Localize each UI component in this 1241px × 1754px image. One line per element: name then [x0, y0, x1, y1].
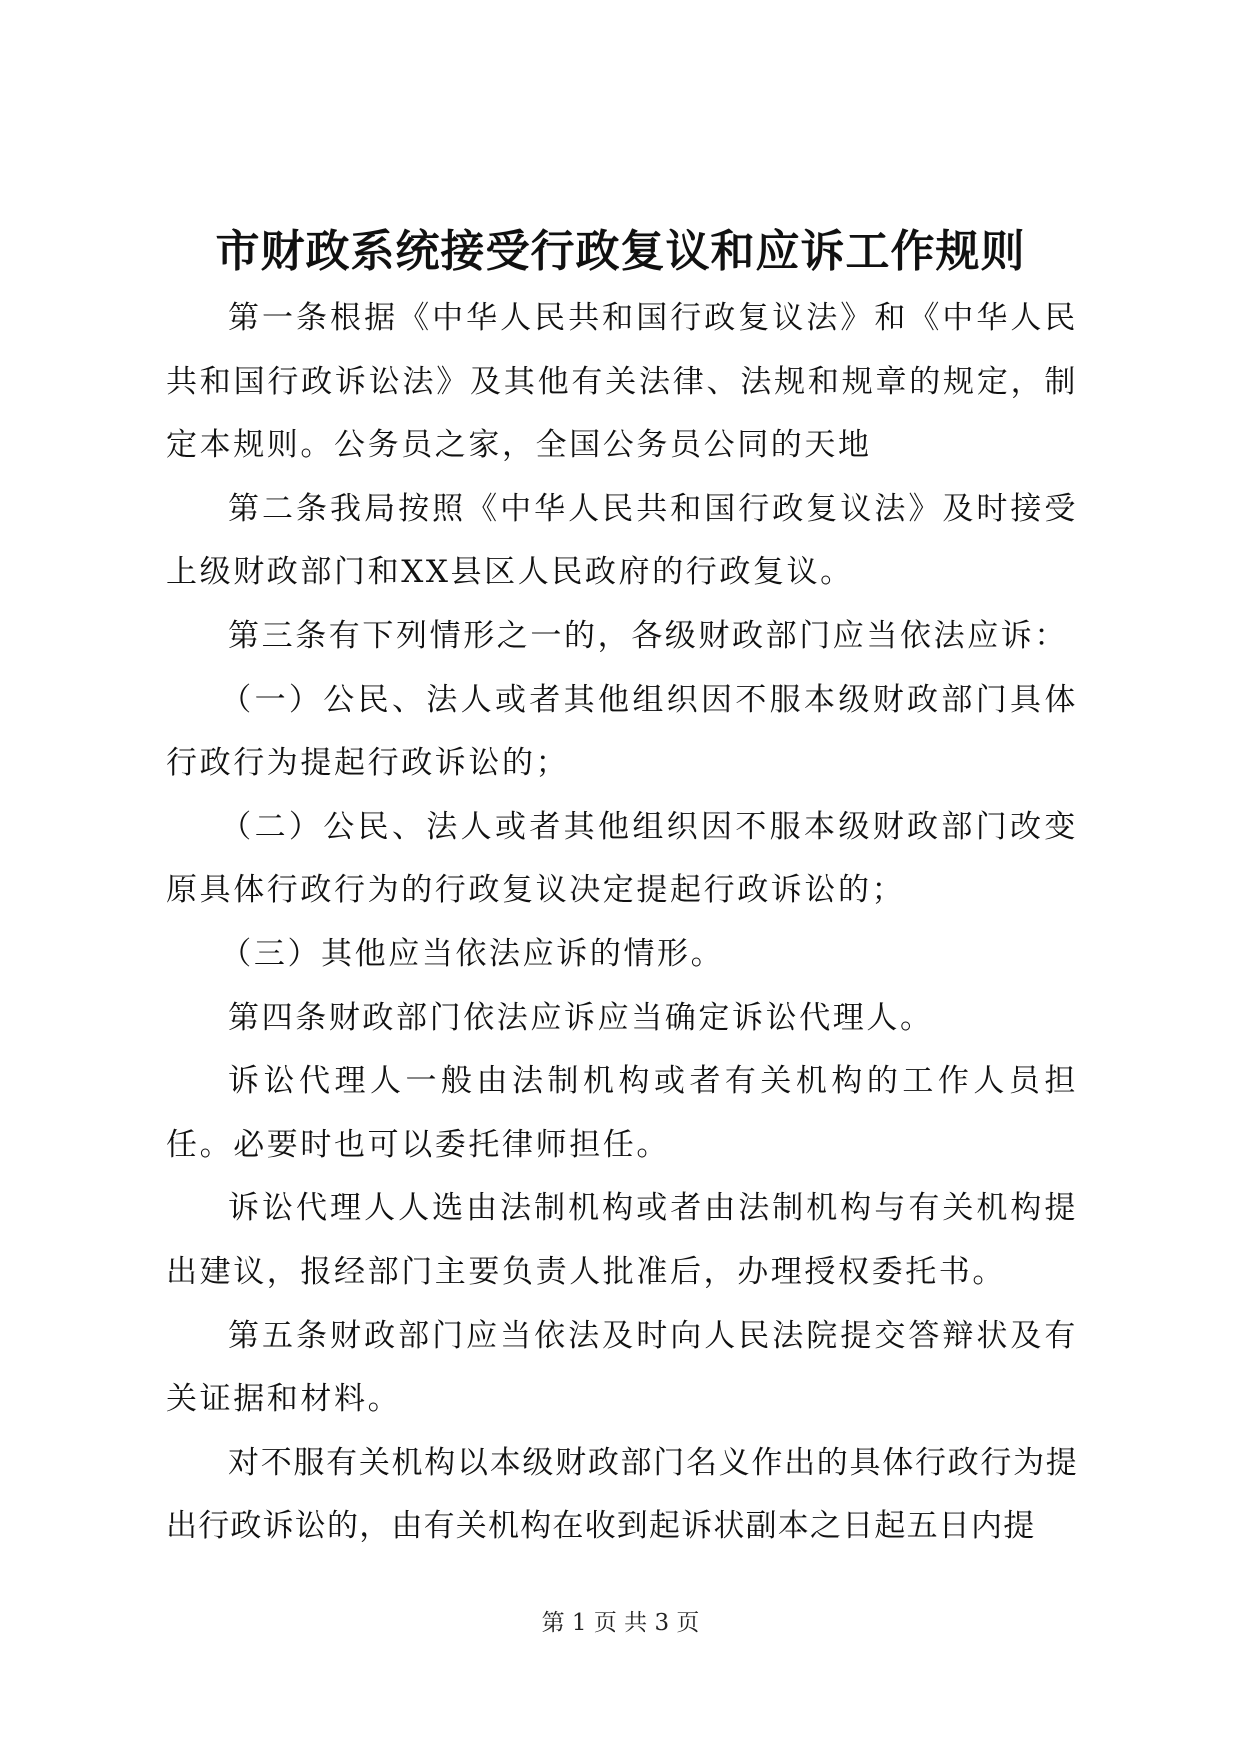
- page-number-footer: 第 1 页 共 3 页: [541, 1610, 700, 1636]
- paragraph-article-5: 第五条财政部门应当依法及时向人民法院提交答辩状及有关证据和材料。: [166, 1317, 1078, 1418]
- document-title: 市财政系统接受行政复议和应诉工作规则: [215, 226, 1026, 277]
- paragraph-article-3: 第三条有下列情形之一的，各级财政部门应当依法应诉：: [228, 617, 1068, 654]
- document-body: [166, 287, 1078, 1559]
- paragraph-article-4: 第四条财政部门依法应诉应当确定诉讼代理人。: [228, 999, 934, 1036]
- paragraph-item-3: （三）其他应当依法应诉的情形。: [220, 935, 725, 972]
- paragraph-article-1: 第一条根据《中华人民共和国行政复议法》和《中华人民共和国行政诉讼法》及其他有关法律、法规和规章的规定，制定本规则。公务员之家，全国公务员公同的天地: [166, 300, 1078, 464]
- paragraph-agent-duty: 诉讼代理人一般由法制机构或者有关机构的工作人员担任。必要时也可以委托律师担任。: [166, 1063, 1078, 1163]
- paragraph-item-2: （二）公民、法人或者其他组织因不服本级财政部门改变原具体行政行为的行政复议决定提起行政诉讼的；: [166, 808, 1078, 909]
- paragraph-article-2: 第二条我局按照《中华人民共和国行政复议法》及时接受上级财政部门和XX县区人民政府的行政复议。: [166, 490, 1078, 591]
- paragraph-article-5-detail: 对不服有关机构以本级财政部门名义作出的具体行政行为提出行政诉讼的，由有关机构在收到起诉状副本之日起五日内提: [166, 1444, 1078, 1545]
- paragraph-agent-selection: 诉讼代理人人选由法制机构或者由法制机构与有关机构提出建议，报经部门主要负责人批准后，办理授权委托书。: [166, 1190, 1078, 1290]
- paragraph-item-1: （一）公民、法人或者其他组织因不服本级财政部门具体行政行为提起行政诉讼的；: [166, 681, 1078, 782]
